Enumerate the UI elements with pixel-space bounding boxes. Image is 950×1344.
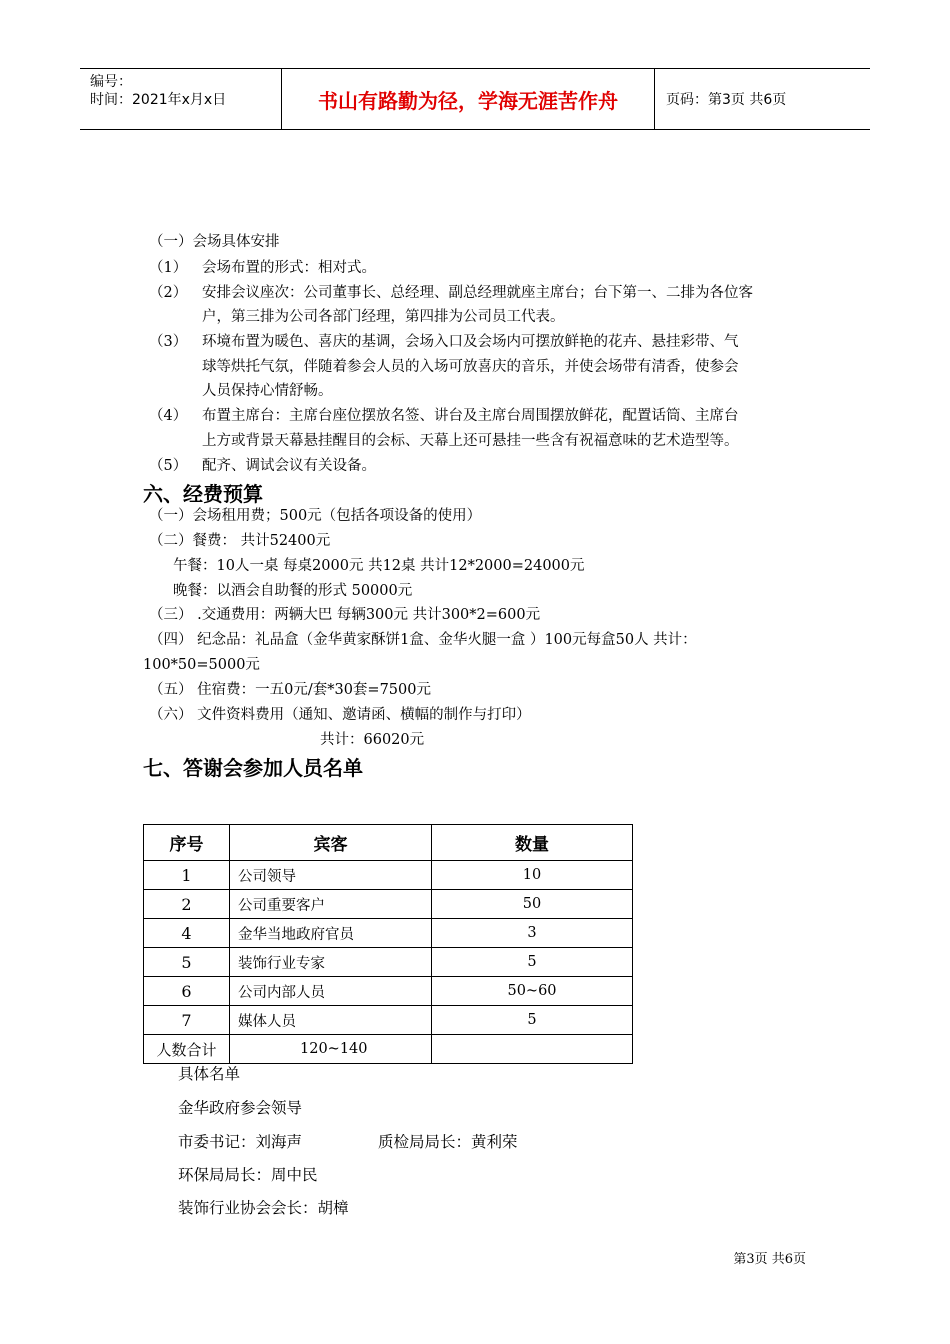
- total-empty-cell: [432, 1035, 633, 1064]
- row-guest: 公司内部人员: [230, 977, 432, 1006]
- total-value: 120~140: [230, 1035, 432, 1064]
- budget-line: （三） .交通费用：两辆大巴 每辆300元 共计300*2=600元: [149, 607, 541, 623]
- name-list-title: 具体名单: [178, 1065, 241, 1083]
- column-header-count: 数量: [432, 825, 633, 861]
- budget-total: 共计：66020元: [320, 732, 425, 748]
- budget-line: （五） 住宿费：一五0元/套*30套=7500元: [149, 682, 431, 698]
- name-list-entry: 装饰行业协会会长：胡樟: [178, 1199, 349, 1217]
- row-guest: 公司领导: [230, 861, 432, 890]
- table-row: [144, 861, 633, 890]
- column-header-no: 序号: [144, 825, 230, 861]
- venue-item-5-num: （5）: [149, 458, 188, 474]
- name-list-entry: 环保局局长：周中民: [178, 1166, 318, 1184]
- budget-heading: 六、经费预算: [143, 482, 263, 506]
- header-page-info: 页码：第3页 共6页: [666, 92, 787, 108]
- venue-item-3-line: 环境布置为暖色、喜庆的基调，会场入口及会场内可摆放鲜艳的花卉、悬挂彩带、气: [202, 334, 739, 350]
- table-total-row: [144, 1035, 633, 1064]
- row-no: 4: [144, 919, 230, 948]
- budget-line: 晚餐：以酒会自助餐的形式 50000元: [173, 583, 413, 599]
- name-list-subtitle: 金华政府参会领导: [178, 1099, 303, 1117]
- venue-item-3-line: 人员保持心情舒畅。: [202, 383, 333, 399]
- row-count: 50: [432, 890, 633, 919]
- attendees-heading: 七、答谢会参加人员名单: [143, 756, 363, 780]
- venue-item-1-line: 会场布置的形式：相对式。: [202, 260, 376, 276]
- venue-item-2-line: 户，第三排为公司各部门经理，第四排为公司员工代表。: [202, 309, 565, 325]
- table-row: [144, 948, 633, 977]
- row-no: 6: [144, 977, 230, 1006]
- table-row: [144, 1006, 633, 1035]
- document-time: 时间：2021年x月x日: [90, 92, 227, 108]
- row-no: 2: [144, 890, 230, 919]
- table-row: [144, 977, 633, 1006]
- document-number-label: 编号：: [90, 74, 132, 90]
- page-footer: 第3页 共6页: [733, 1252, 806, 1267]
- venue-item-2-line: 安排会议座次：公司董事长、总经理、副总经理就座主席台；台下第一、二排为各位客: [202, 285, 753, 301]
- venue-item-3-num: （3）: [149, 334, 188, 350]
- venue-item-2-num: （2）: [149, 285, 188, 301]
- row-guest: 公司重要客户: [230, 890, 432, 919]
- row-count: 50~60: [432, 977, 633, 1006]
- row-count: 10: [432, 861, 633, 890]
- column-header-guest: 宾客: [230, 825, 432, 861]
- table-header-row: [144, 825, 633, 861]
- total-label: 人数合计: [144, 1035, 230, 1064]
- venue-item-4-line: 布置主席台：主席台座位摆放名签、讲台及主席台周围摆放鲜花，配置话筒、主席台: [202, 408, 739, 424]
- header-motto: 书山有路勤为径，学海无涯苦作舟: [282, 69, 655, 129]
- budget-line: （六） 文件资料费用（通知、邀请函、横幅的制作与打印）: [149, 707, 531, 723]
- row-no: 5: [144, 948, 230, 977]
- venue-section-title: （一）会场具体安排: [149, 234, 280, 250]
- row-guest: 装饰行业专家: [230, 948, 432, 977]
- table-row: [144, 890, 633, 919]
- row-count: 3: [432, 919, 633, 948]
- venue-item-3-line: 球等烘托气氛，伴随着参会人员的入场可放喜庆的音乐，并使会场带有清香，使参会: [202, 359, 739, 375]
- budget-line: （四） 纪念品：礼品盒（金华黄家酥饼1盒、金华火腿一盒 ）100元每盒50人 共计：: [149, 632, 697, 648]
- budget-line: （一）会场租用费；500元（包括各项设备的使用）: [149, 508, 482, 524]
- row-guest: 媒体人员: [230, 1006, 432, 1035]
- name-list-entry: 市委书记：刘海声: [178, 1133, 303, 1151]
- row-no: 1: [144, 861, 230, 890]
- header-meta: [80, 69, 282, 129]
- budget-line: 午餐：10人一桌 每桌2000元 共12桌 共计12*2000=24000元: [173, 558, 585, 574]
- budget-line: 100*50=5000元: [143, 657, 260, 673]
- table-row: [144, 919, 633, 948]
- budget-line: （二）餐费： 共计52400元: [149, 533, 331, 549]
- row-count: 5: [432, 948, 633, 977]
- venue-item-5-line: 配齐、调试会议有关设备。: [202, 458, 376, 474]
- venue-item-1-num: （1）: [149, 260, 188, 276]
- row-no: 7: [144, 1006, 230, 1035]
- row-guest: 金华当地政府官员: [230, 919, 432, 948]
- venue-item-4-num: （4）: [149, 408, 188, 424]
- name-list-entry: 质检局局长：黄利荣: [378, 1133, 518, 1151]
- page-header: [80, 68, 870, 130]
- row-count: 5: [432, 1006, 633, 1035]
- attendees-table: [143, 824, 633, 1064]
- venue-item-4-line: 上方或背景天幕悬挂醒目的会标、天幕上还可悬挂一些含有祝福意味的艺术造型等。: [202, 433, 739, 449]
